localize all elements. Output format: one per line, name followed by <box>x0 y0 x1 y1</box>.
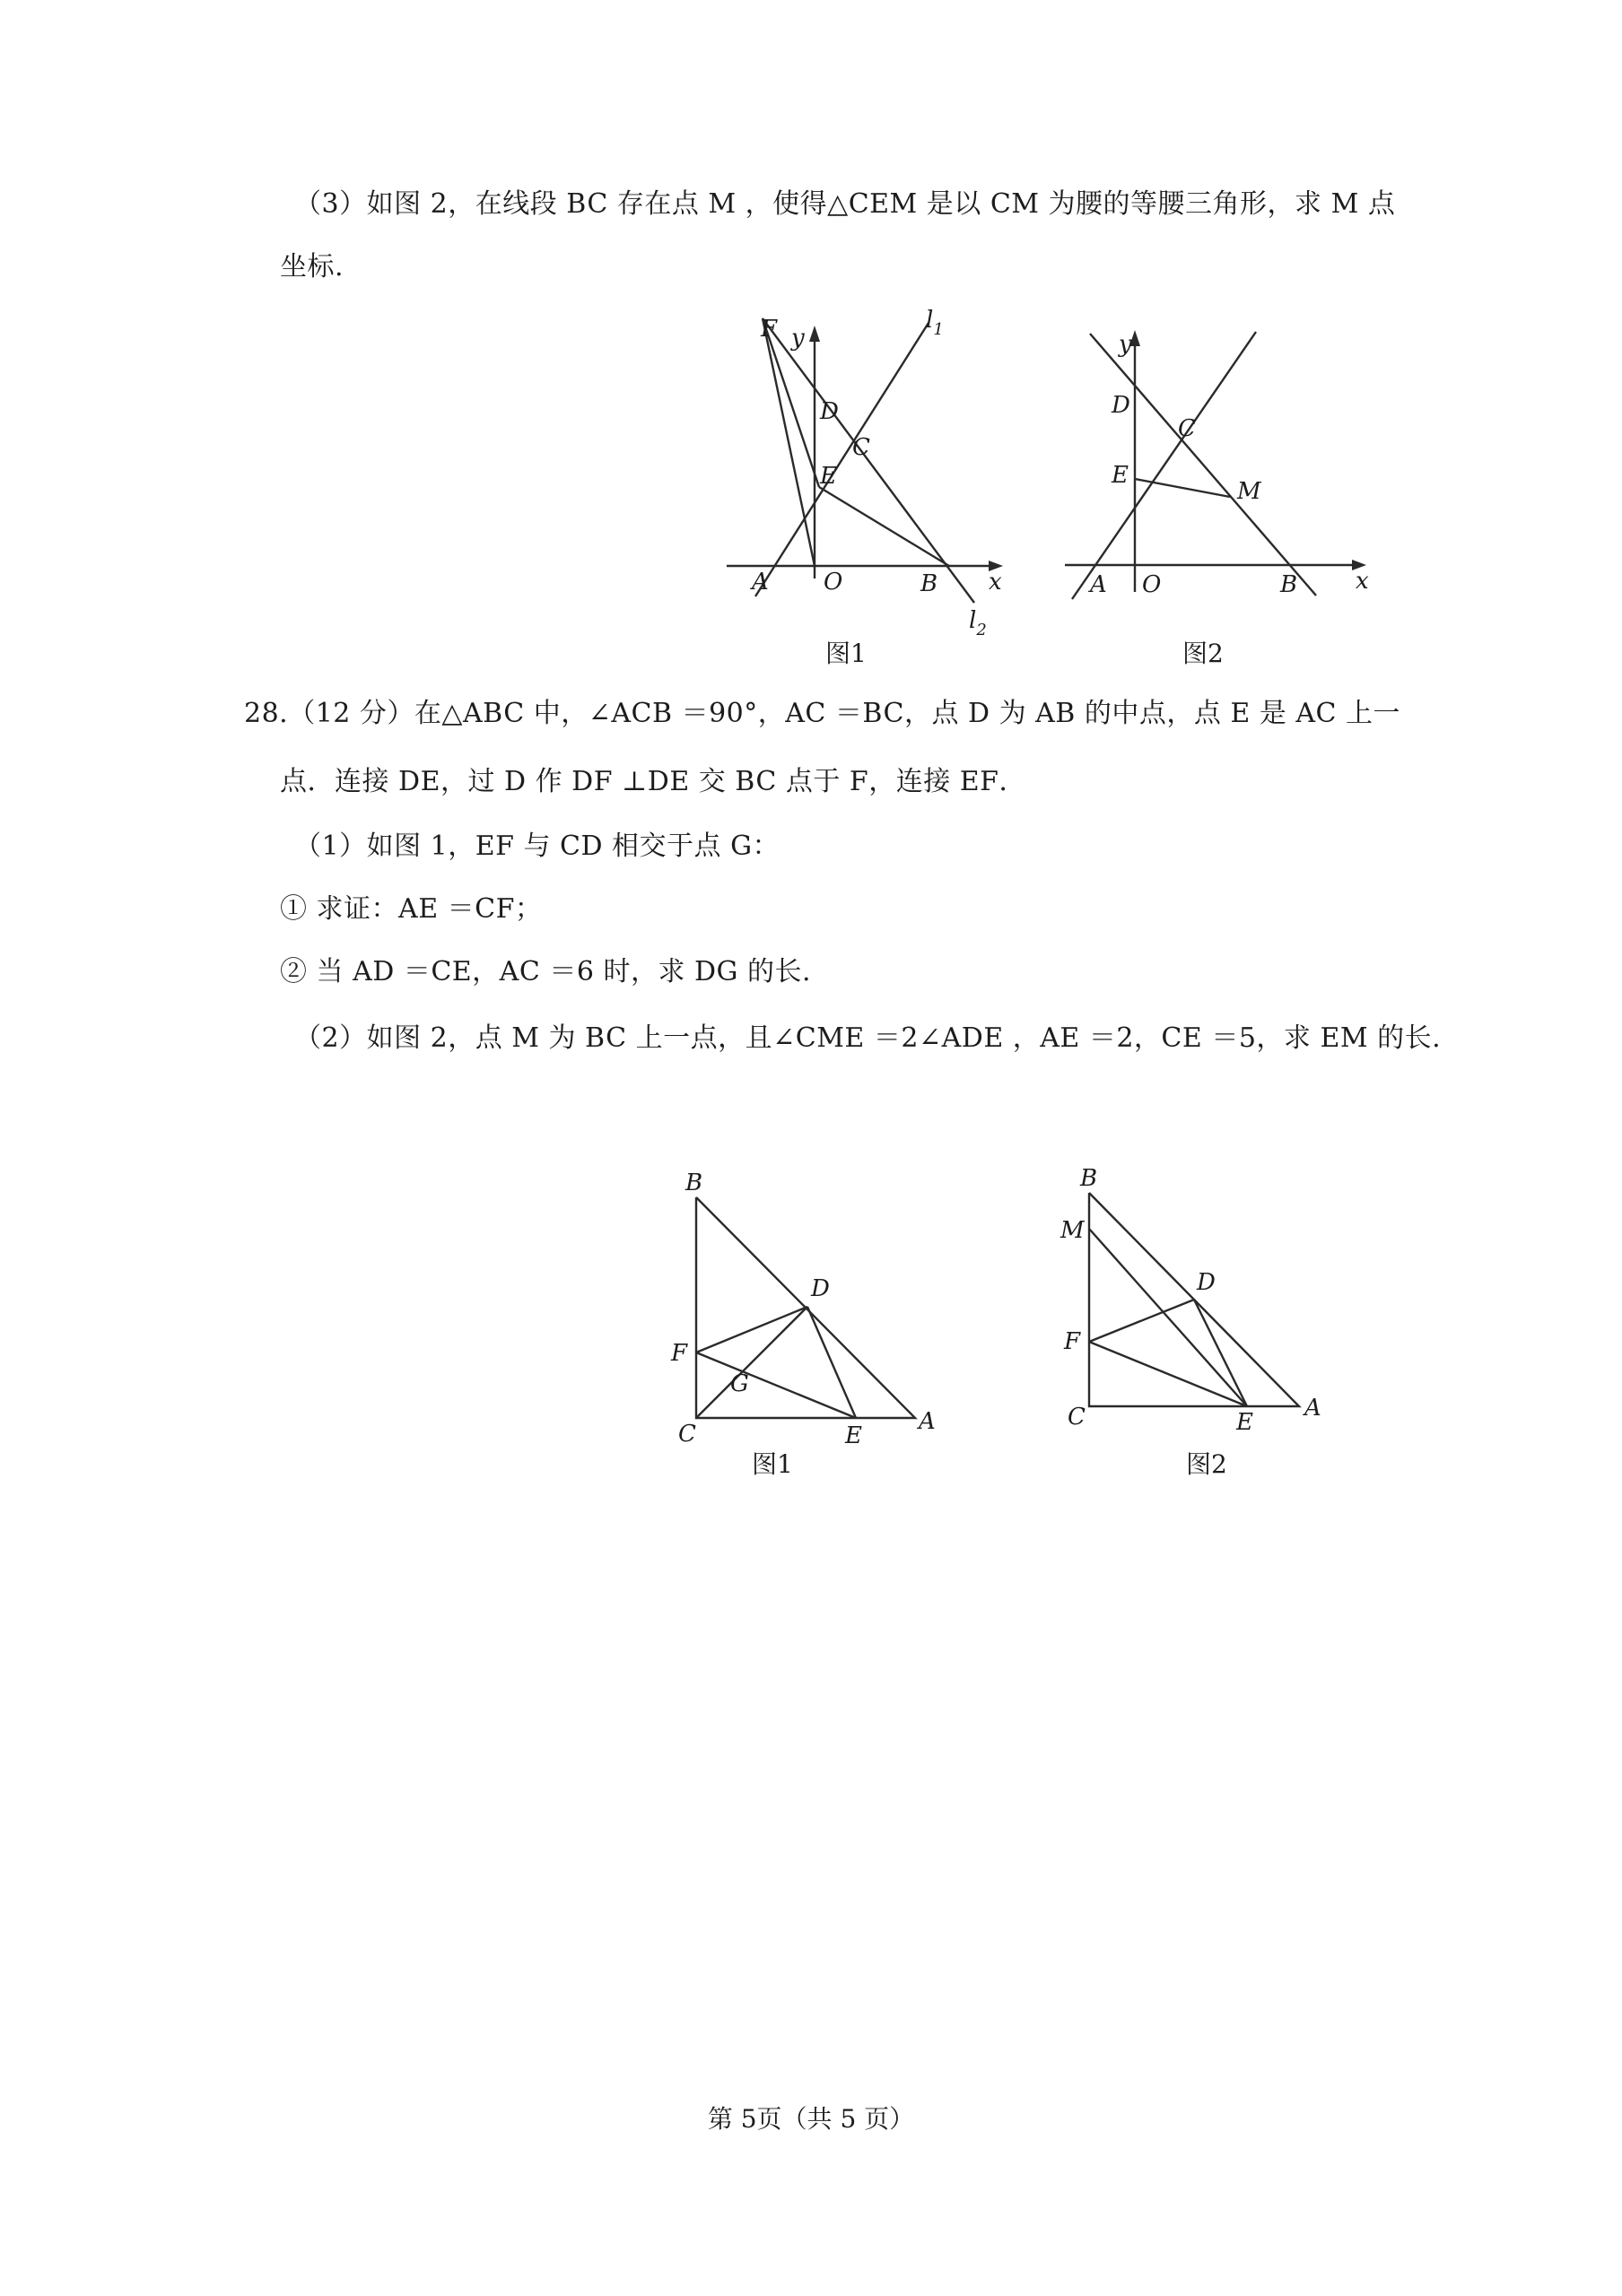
segment-EB <box>819 487 949 566</box>
label-O: O <box>1142 571 1162 598</box>
label-G: G <box>730 1370 749 1397</box>
segment-DE <box>1194 1300 1247 1406</box>
figure-2-coordinate <box>1054 323 1386 610</box>
label-A: A <box>1090 571 1107 598</box>
label-y: y <box>1119 331 1132 358</box>
label-C: C <box>1178 415 1196 442</box>
segment-FD <box>696 1307 807 1352</box>
label-E: E <box>820 463 837 490</box>
y-axis-arrow <box>809 326 820 342</box>
label-D: D <box>811 1275 830 1302</box>
figure-1-caption: 图1 <box>825 639 867 668</box>
q28-line1: 28.（12 分）在△ABC 中，∠ACB ＝90°，AC ＝BC，点 D 为 AB 的中点，点 E 是 AC 上一 <box>244 698 1401 729</box>
label-F: F <box>761 316 778 343</box>
label-A: A <box>919 1408 936 1435</box>
segment-FO <box>763 318 815 566</box>
label-D: D <box>1112 392 1130 419</box>
label-A: A <box>1304 1395 1321 1422</box>
label-E: E <box>1236 1409 1253 1436</box>
label-M: M <box>1237 478 1261 505</box>
label-O: O <box>824 569 843 596</box>
line-l1 <box>755 323 929 596</box>
figure-2-caption: 图2 <box>1182 639 1224 668</box>
segment-FE <box>1089 1342 1247 1406</box>
label-D: D <box>820 398 839 425</box>
q27-part3-line2: 坐标. <box>280 251 344 283</box>
q28-sub1: ① 求证：AE ＝CF； <box>280 893 543 925</box>
label-B: B <box>920 570 938 597</box>
segment-CD <box>696 1307 807 1418</box>
figure-1-coordinate <box>718 309 1014 650</box>
label-l2: $l_2$ <box>969 607 987 639</box>
figure-1-triangle <box>655 1161 960 1457</box>
label-F: F <box>1064 1328 1081 1355</box>
q28-line2: 点．连接 DE，过 D 作 DF ⊥DE 交 BC 点于 F，连接 EF． <box>280 766 1026 797</box>
figure-1-caption: 图1 <box>752 1449 793 1479</box>
label-x: x <box>989 569 1002 596</box>
label-E: E <box>845 1422 862 1449</box>
figure-2-caption: 图2 <box>1186 1449 1227 1479</box>
line-AC <box>1072 332 1256 599</box>
segment-FD <box>1089 1300 1194 1342</box>
page-footer: 第 5页（共 5 页） <box>707 2104 915 2134</box>
label-B: B <box>685 1170 703 1196</box>
label-D: D <box>1197 1269 1216 1296</box>
label-l1: $l_1$ <box>926 307 944 339</box>
label-C: C <box>678 1421 696 1448</box>
q27-part3-line1: （3）如图 2，在线段 BC 存在点 M ，使得△CEM 是以 CM 为腰的等腰三角形，求 M 点 <box>294 188 1396 220</box>
label-A: A <box>752 569 769 596</box>
figure-2-triangle <box>1048 1157 1353 1453</box>
label-E: E <box>1112 462 1129 489</box>
segment-ME <box>1089 1229 1247 1406</box>
label-F: F <box>671 1340 688 1367</box>
label-B: B <box>1080 1165 1098 1192</box>
label-B: B <box>1280 571 1298 598</box>
label-C: C <box>1068 1404 1086 1431</box>
label-y: y <box>791 325 805 352</box>
q28-part2: （2）如图 2，点 M 为 BC 上一点，且∠CME ＝2∠ADE ，AE ＝2，CE ＝5，求 EM 的长. <box>294 1022 1442 1054</box>
label-C: C <box>852 434 870 461</box>
label-M: M <box>1060 1217 1085 1244</box>
q28-sub2: ② 当 AD ＝CE，AC ＝6 时，求 DG 的长. <box>280 956 812 987</box>
q28-part1: （1）如图 1，EF 与 CD 相交于点 G： <box>294 831 780 862</box>
label-x: x <box>1356 568 1369 595</box>
